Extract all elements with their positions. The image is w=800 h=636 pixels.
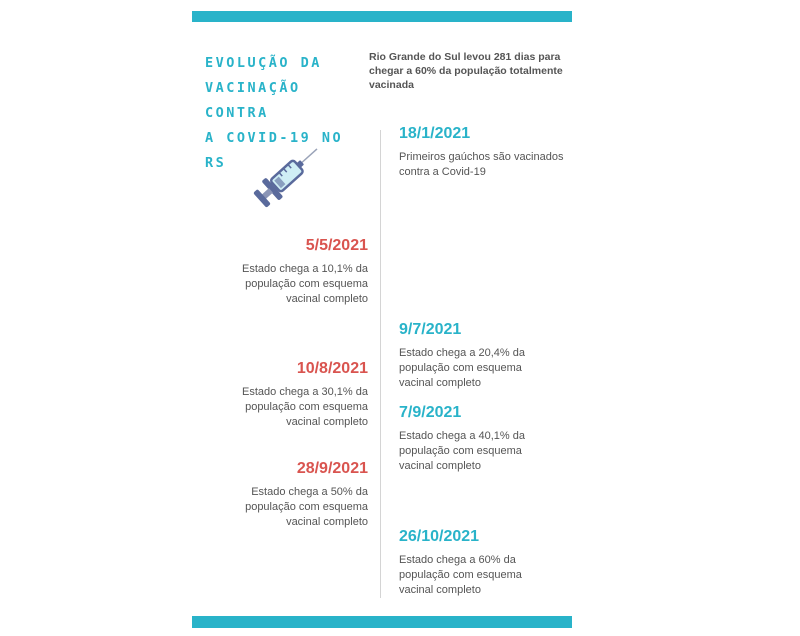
event-description: Estado chega a 10,1% da população com esquema vacinal completo	[242, 263, 368, 305]
top-accent-bar	[192, 11, 572, 22]
event-description: Estado chega a 40,1% da população com esquema vacinal completo	[399, 430, 525, 472]
infographic-title: EVOLUÇÃO DA VACINAÇÃO CONTRA A COVID-19 NO RS	[205, 55, 344, 171]
bottom-accent-bar	[192, 616, 572, 628]
event-date: 26/10/2021	[399, 528, 480, 545]
event-date: 7/9/2021	[399, 404, 462, 421]
event-date: 10/8/2021	[296, 360, 368, 377]
timeline-event	[198, 459, 368, 530]
timeline-event	[399, 527, 569, 598]
event-description: Primeiros gaúchos são vacinados contra a Covid-19	[399, 151, 564, 178]
timeline-event	[399, 403, 569, 474]
timeline-event	[198, 359, 368, 430]
syringe-icon	[247, 136, 329, 214]
timeline-event	[399, 124, 569, 180]
infographic-subtitle: Rio Grande do Sul levou 281 dias para chegar a 60% da população totalmente vacinada	[369, 51, 563, 91]
event-description: Estado chega a 30,1% da população com esquema vacinal completo	[242, 386, 368, 428]
timeline-event	[198, 236, 368, 307]
event-date: 9/7/2021	[399, 321, 462, 338]
event-description: Estado chega a 50% da população com esquema vacinal completo	[245, 486, 368, 528]
timeline-axis	[380, 130, 381, 598]
event-description: Estado chega a 60% da população com esquema vacinal completo	[399, 554, 522, 596]
event-date: 18/1/2021	[399, 125, 471, 142]
event-date: 28/9/2021	[296, 460, 368, 477]
timeline-event	[399, 320, 569, 391]
event-description: Estado chega a 20,4% da população com esquema vacinal completo	[399, 347, 525, 389]
event-date: 5/5/2021	[305, 237, 368, 254]
